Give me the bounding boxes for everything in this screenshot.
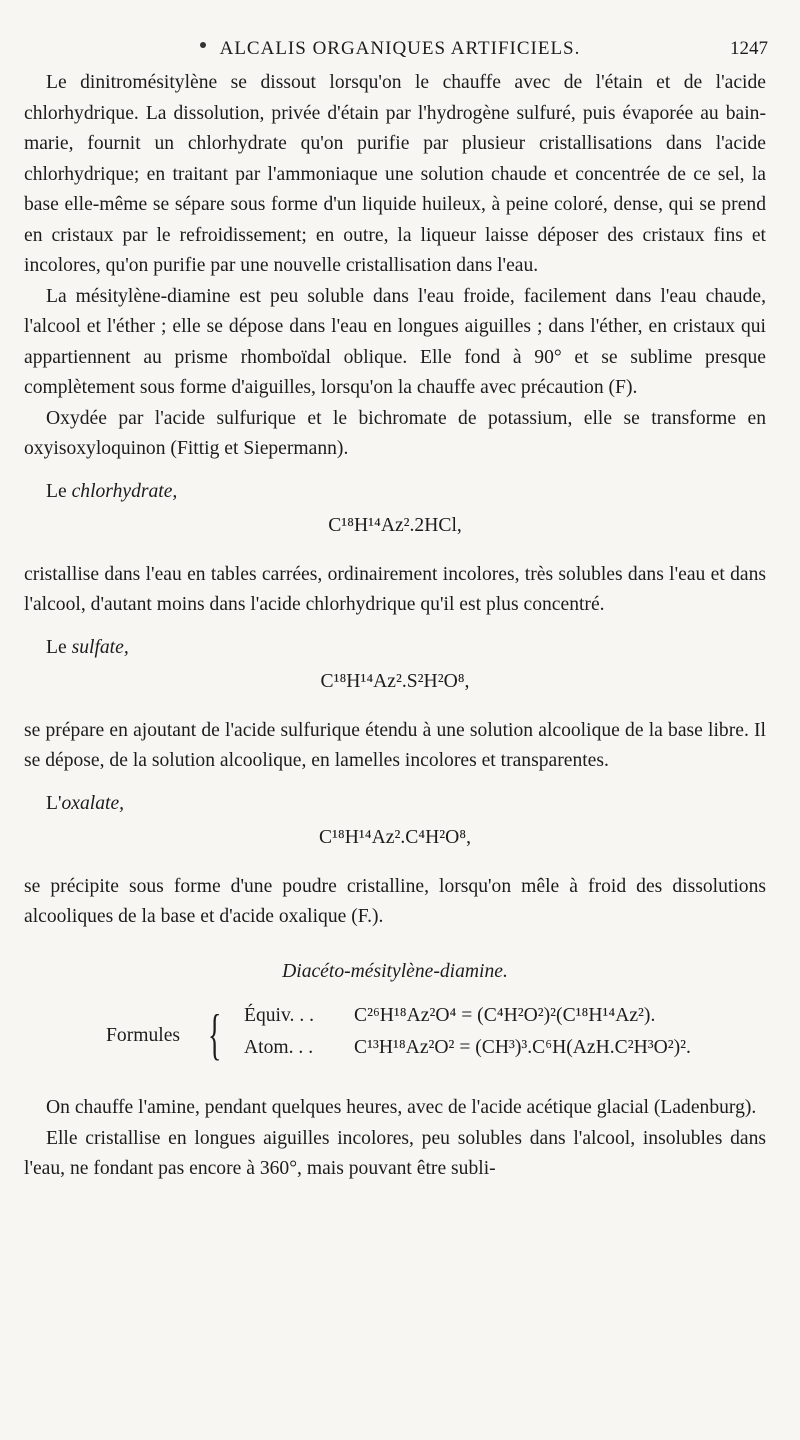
equiv-formula: C²⁶H¹⁸Az²O⁴ = (C⁴H²O²)²(C¹⁸H¹⁴Az²). [354,1005,656,1026]
paragraph-sulfate: se prépare en ajoutant de l'acide sulfurique étendu à une solution alcoolique de la base libre. Il se dépose, de la solution alcoolique, en lamelles incolores et transparentes. [24,719,766,771]
atom-label: Atom. . . [244,1037,314,1058]
paragraph-preparation: Le dinitromésitylène se dissout lorsqu'on le chauffe avec de l'étain et de l'acide chlorhydrique. La dissolution, privée d'étain par l'hydrogène sulfuré, puis évaporée au bain-marie, fournit un chlorhydrate qu'on purifie par plusieur cristallisations dans l'acide chlorhydrique; en traitant par l'ammoniaque une solution chaude et concentrée de ce sel, la base elle-même se sépare sous forme d'un liquide huileux, à peine coloré, dense, qui se prend en cristaux par le refroidissement; en outre, la liqueur laisse déposer des cristaux fins et incolores, qu'on purifie par une nouvelle cristallisation dans l'eau. [24,72,766,276]
oxalate-formula: C¹⁸H¹⁴Az².C⁴H²O⁸, [318,827,472,848]
section-heading: Diacéto-mésitylène-diamine. [282,960,508,982]
paragraph-crystals: Elle cristallise en longues aiguilles incolores, peu solubles dans l'alcool, insolubles dans l'eau, ne fondant pas encore à 360°, mais pouvant être subli- [24,1127,766,1179]
equiv-label: Équiv. . . [244,1005,315,1026]
brace-glyph: { [208,1004,222,1066]
paragraph-oxalate: se précipite sous forme d'une poudre cristalline, lorsqu'on mêle à froid des dissolutions alcooliques de la base et d'acide oxalique (F.). [24,875,766,927]
sulfate-label: Le sulfate, [46,636,129,658]
page-body [24,68,766,1185]
paragraph-chlorhydrate: cristallise dans l'eau en tables carrées, ordinairement incolores, très solubles dans l'eau et dans l'alcool, d'autant moins dans l'acide chlorhydrique qu'il est plus concentré. [24,563,766,615]
chlorhydrate-formula: C¹⁸H¹⁴Az².2HCl, [328,515,462,536]
paragraph-properties: La mésitylène-diamine est peu soluble dans l'eau froide, facilement dans l'eau chaude, l'alcool et l'éther ; elle se dépose dans l'eau en longues aiguilles ; dans l'éther, en cristaux qui appartiennent au prisme rhomboïdal oblique. Elle fond à 90° et se sublime presque complètement sous forme d'aiguilles, lorsqu'on la chauffe avec précaution (F). [24,285,766,398]
running-header [0,30,800,60]
paragraph-synthesis: On chauffe l'amine, pendant quelques heures, avec de l'acide acétique glacial (Ladenburg). [46,1097,757,1118]
paragraph-oxidation: Oxydée par l'acide sulfurique et le bichromate de potassium, elle se transforme en oxyisoxyloquinon (Fittig et Siepermann). [24,407,766,459]
oxalate-label: L'oxalate, [46,792,125,814]
sulfate-formula: C¹⁸H¹⁴Az².S²H²O⁸, [320,671,470,692]
chlorhydrate-label: Le chlorhydrate, [46,480,178,502]
formules-label: Formules [106,1025,181,1046]
page-number: 1247 [730,38,768,59]
formulas-block [24,1001,766,1077]
header-title: ALCALIS ORGANIQUES ARTIFICIELS. [219,38,581,59]
atom-formula: C¹³H¹⁸Az²O² = (CH³)³.C⁶H(AzH.C²H³O²)². [354,1037,691,1058]
